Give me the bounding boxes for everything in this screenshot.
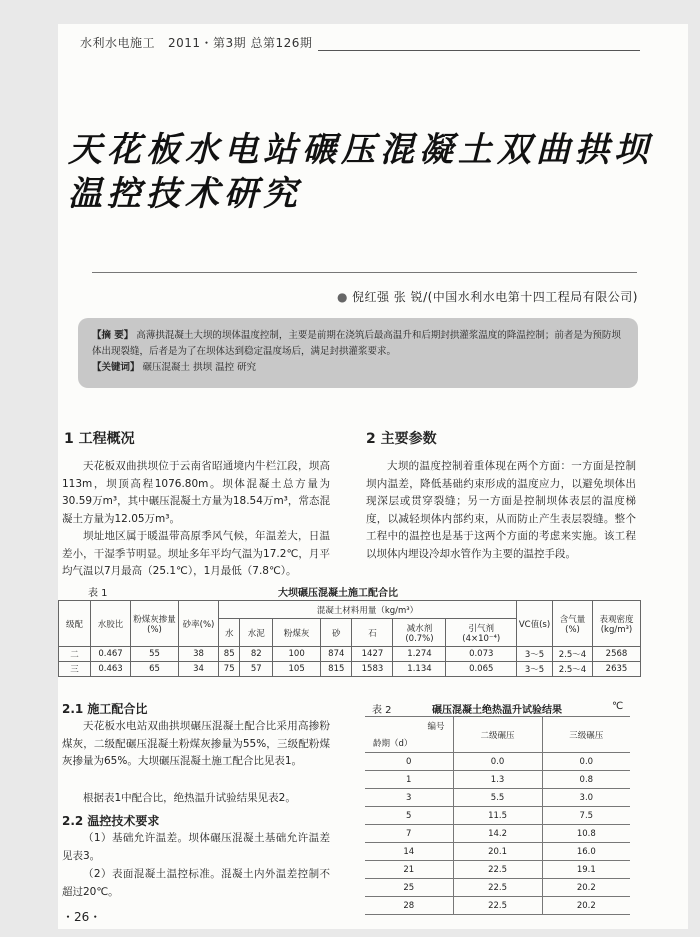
table-cell: 75 — [219, 662, 240, 677]
table-cell: 815 — [321, 662, 352, 677]
air-agent-label: 引气剂 — [468, 623, 494, 634]
col-header-water: 水 — [219, 619, 240, 647]
table-cell: 0.065 — [446, 662, 517, 677]
col-header-wc: 水胶比 — [91, 601, 131, 647]
table-cell: 11.5 — [453, 807, 542, 825]
table-cell: 57 — [240, 662, 273, 677]
section-1-para-1: 天花板双曲拱坝位于云南省昭通境内牛栏江段，坝高113m，坝顶高程1076.80m。坝体混凝土总方量为30.59万m³，其中碾压混凝土方量为18.54万m³，常态混凝土方量为12.05万m³。 — [62, 460, 330, 525]
table-cell: 二 — [59, 647, 91, 662]
table-cell: 0.0 — [453, 753, 542, 771]
keywords-label: 【关键词】 — [92, 362, 140, 373]
article-title: 天花板水电站碾压混凝土双曲拱坝温控技术研究 — [68, 130, 653, 214]
table-cell: 28 — [365, 897, 453, 915]
col-header-materials: 混凝土材料用量（kg/m³） — [219, 601, 517, 619]
section-1-heading: 1 工程概况 — [64, 431, 135, 447]
table-2 — [365, 716, 630, 915]
section-2-2-para-1: （1）基础允许温差。坝体碾压混凝土基础允许温差见表3。 — [62, 832, 330, 862]
affiliation: /(中国水利水电第十四工程局有限公司) — [423, 290, 638, 304]
table-cell: 21 — [365, 861, 453, 879]
table-row — [365, 861, 630, 879]
table-cell: 14 — [365, 843, 453, 861]
table-cell: 7.5 — [542, 807, 630, 825]
table-cell: 0.073 — [446, 647, 517, 662]
table-cell: 38 — [179, 647, 219, 662]
table-cell: 7 — [365, 825, 453, 843]
table-row — [365, 753, 630, 771]
table-header-row — [59, 601, 641, 619]
abstract-box — [78, 318, 638, 388]
table-cell: 16.0 — [542, 843, 630, 861]
table-cell: 55 — [131, 647, 179, 662]
table-1-title: 大坝碾压混凝土施工配合比 — [278, 588, 398, 599]
table-cell: 5 — [365, 807, 453, 825]
table-cell: 65 — [131, 662, 179, 677]
col-header-grade-2: 二级碾压 — [453, 717, 542, 753]
table-1-label: 表 1 — [88, 588, 108, 599]
table-cell: 0.463 — [91, 662, 131, 677]
col-header-reducer — [393, 619, 446, 647]
abstract-body — [92, 328, 624, 360]
table-row — [59, 662, 641, 677]
table-row — [365, 825, 630, 843]
table-cell: 105 — [273, 662, 321, 677]
col-header-density: 表观密度(kg/m³) — [593, 601, 641, 647]
col-header-sand: 砂 — [321, 619, 352, 647]
table-cell: 10.8 — [542, 825, 630, 843]
table-row — [365, 789, 630, 807]
section-2-para-1: 大坝的温度控制着重体现在两个方面：一方面是控制坝内温差，降低基础约束形成的温度应力，以避免坝体出现深层或贯穿裂缝；另一方面是控制坝体表层的温度梯度，以减轻坝体内部约束，从而防止产生表层裂缝。整个工程中的温控也是基于这两个方面的考虑来实施。该工程以坝体内埋设冷却水管作为主要的温控手段。 — [366, 460, 636, 560]
table-1 — [58, 600, 641, 677]
table-2-label: 表 2 — [372, 705, 392, 716]
col-header-air-agent — [446, 619, 517, 647]
section-1-para-2: 坝址地区属于暖温带高原季风气候，年温差大，日温差小，干湿季节明显。坝址多年平均气温为17.2℃，月平均气温以7月最高（25.1℃），1月最低（7.8℃）。 — [62, 530, 330, 577]
table-cell: 14.2 — [453, 825, 542, 843]
col-header-stone: 石 — [352, 619, 393, 647]
table-cell: 22.5 — [453, 879, 542, 897]
header-age: 龄期（d） — [373, 739, 413, 749]
section-2-2-para-2: （2）表面混凝土温控标准。混凝土内外温差控制不超过20℃。 — [62, 868, 330, 898]
col-header-fly: 粉煤灰掺量(%) — [131, 601, 179, 647]
table-cell: 0.0 — [542, 753, 630, 771]
col-header-grade: 级配 — [59, 601, 91, 647]
table-cell: 19.1 — [542, 861, 630, 879]
bullet-icon: ● — [336, 290, 348, 304]
abstract-text: 高薄拱混凝土大坝的坝体温度控制，主要是前期在浇筑后最高温升和后期封拱灌浆温度的降温控制；前者是为预防坝体出现裂缝，后者是为了在坝体达到稳定温度场后，满足封拱灌浆要求。 — [92, 330, 621, 357]
running-header — [80, 34, 312, 51]
issue-info: 2011・第3期 总第126期 — [167, 36, 313, 50]
table-cell: 1.134 — [393, 662, 446, 677]
abstract-label: 【摘 要】 — [92, 330, 134, 341]
table-cell: 1 — [365, 771, 453, 789]
author-line — [337, 288, 638, 305]
table-cell: 0.8 — [542, 771, 630, 789]
table-row — [365, 771, 630, 789]
table-cell: 0 — [365, 753, 453, 771]
table-cell: 874 — [321, 647, 352, 662]
table-cell: 5.5 — [453, 789, 542, 807]
table-cell: 85 — [219, 647, 240, 662]
table-cell: 34 — [179, 662, 219, 677]
section-2-1-heading: 2.1 施工配合比 — [62, 702, 148, 716]
keywords: 碾压混凝土 拱坝 温控 研究 — [142, 362, 257, 373]
section-2-heading: 2 主要参数 — [366, 431, 437, 447]
table-cell: 2568 — [593, 647, 641, 662]
author-names: 倪红强 张 锐 — [351, 290, 424, 304]
col-header-flyash: 粉煤灰 — [273, 619, 321, 647]
table-cell: 3～5 — [517, 647, 553, 662]
table-cell: 2.5～4 — [553, 662, 593, 677]
table-cell: 25 — [365, 879, 453, 897]
table-row — [365, 843, 630, 861]
table-row — [365, 897, 630, 915]
table-cell: 1583 — [352, 662, 393, 677]
table-cell: 3.0 — [542, 789, 630, 807]
table-cell: 82 — [240, 647, 273, 662]
table-cell: 1.274 — [393, 647, 446, 662]
diagonal-header-cell — [365, 717, 453, 753]
title-rule — [92, 272, 637, 273]
table-cell: 22.5 — [453, 897, 542, 915]
table-cell: 3～5 — [517, 662, 553, 677]
table-row — [365, 879, 630, 897]
table-cell: 2.5～4 — [553, 647, 593, 662]
table-cell: 1427 — [352, 647, 393, 662]
journal-name: 水利水电施工 — [80, 36, 156, 50]
table-cell: 三 — [59, 662, 91, 677]
table-cell: 20.2 — [542, 897, 630, 915]
table-2-title: 碾压混凝土绝热温升试验结果 — [432, 705, 562, 716]
table-row — [59, 647, 641, 662]
table-cell: 20.2 — [542, 879, 630, 897]
table-cell: 100 — [273, 647, 321, 662]
section-2-1-para-2: 根据表1中配合比，绝热温升试验结果见表2。 — [83, 792, 296, 804]
table-cell: 0.467 — [91, 647, 131, 662]
table-cell: 22.5 — [453, 861, 542, 879]
table-cell: 1.3 — [453, 771, 542, 789]
col-header-vc: VC值(s) — [517, 601, 553, 647]
section-2-1-para-1: 天花板水电站双曲拱坝碾压混凝土配合比采用高掺粉煤灰，二级配碾压混凝土粉煤灰掺量为55%，三级配粉煤灰掺量为65%。大坝碾压混凝土施工配合比见表1。 — [62, 720, 330, 767]
page-number: ・26・ — [62, 910, 102, 924]
table-row — [365, 807, 630, 825]
table-2-header-row — [365, 717, 630, 753]
header-rule — [318, 50, 640, 51]
col-header-air: 含气量(%) — [553, 601, 593, 647]
table-cell: 3 — [365, 789, 453, 807]
reducer-label: 减水剂 — [406, 623, 433, 634]
col-header-grade-3: 三级碾压 — [542, 717, 630, 753]
keywords-line — [92, 360, 624, 376]
reducer-dose: (0.7%) — [405, 633, 434, 644]
table-cell: 20.1 — [453, 843, 542, 861]
col-header-cement: 水泥 — [240, 619, 273, 647]
header-code: 编号 — [427, 722, 445, 732]
table-cell: 2635 — [593, 662, 641, 677]
air-agent-dose: (4×10⁻⁴) — [462, 633, 501, 644]
table-2-unit: ℃ — [612, 701, 624, 712]
section-2-2-heading: 2.2 温控技术要求 — [62, 814, 160, 828]
col-header-sand-rate: 砂率(%) — [179, 601, 219, 647]
